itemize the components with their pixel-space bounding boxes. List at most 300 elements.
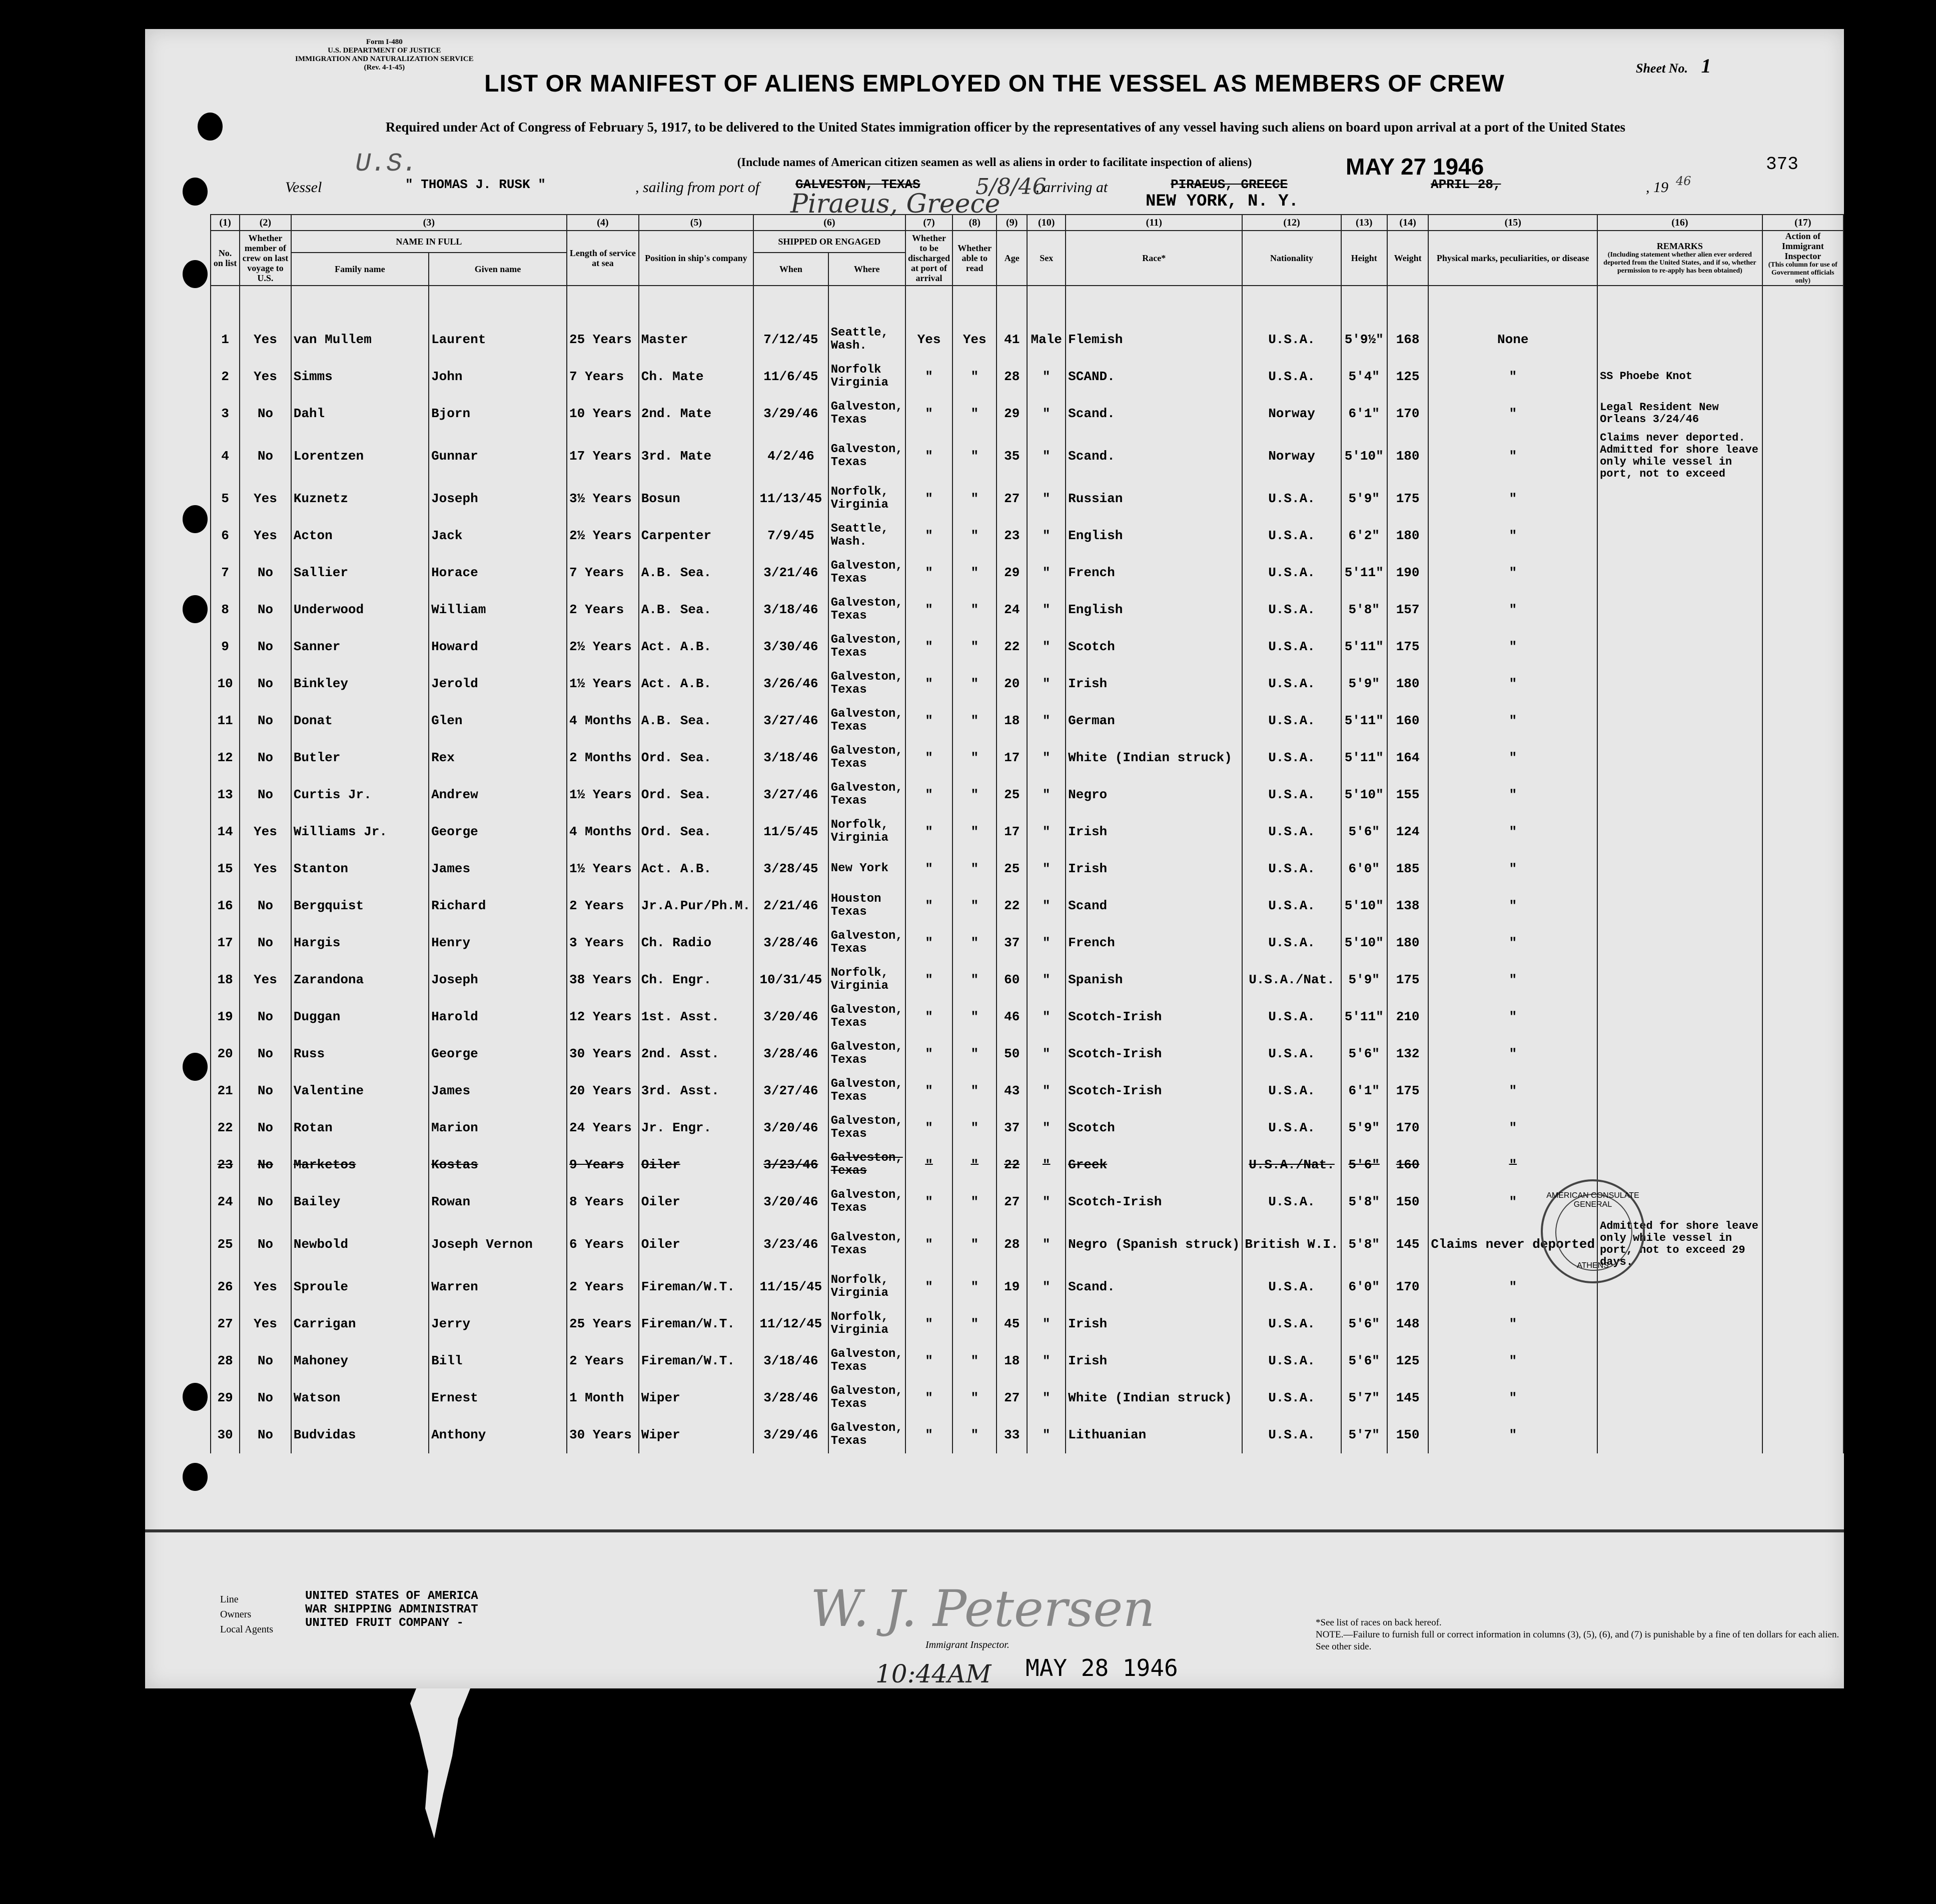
physical-marks: " bbox=[1428, 924, 1597, 961]
previous-voyage: No bbox=[240, 1072, 291, 1109]
previous-voyage: Yes bbox=[240, 1305, 291, 1342]
height: 5'10" bbox=[1341, 432, 1387, 480]
previous-voyage: Yes bbox=[240, 517, 291, 554]
discharged: " bbox=[905, 395, 953, 432]
inspector-action bbox=[1762, 628, 1843, 665]
physical-marks: " bbox=[1428, 665, 1597, 702]
nationality: British W.I. bbox=[1242, 1220, 1341, 1268]
race: French bbox=[1066, 924, 1242, 961]
shipped-when: 3/21/46 bbox=[753, 554, 828, 591]
height: 5'6" bbox=[1341, 813, 1387, 850]
header-physical-marks: Physical marks, peculiarities, or disease bbox=[1428, 231, 1597, 286]
discharged: " bbox=[905, 961, 953, 998]
service-length: 8 Years bbox=[567, 1183, 639, 1220]
shipped-where: Norfolk, Virginia bbox=[828, 961, 905, 998]
crew-no: 30 bbox=[211, 1416, 240, 1453]
shipped-where: New York bbox=[828, 850, 905, 887]
sailing-date-handwritten: 5/8/46 bbox=[976, 174, 1047, 200]
family-name: Zarandona bbox=[291, 961, 429, 998]
shipped-where: Houston Texas bbox=[828, 887, 905, 924]
nationality: U.S.A. bbox=[1242, 591, 1341, 628]
shipped-where: Galveston, Texas bbox=[828, 1416, 905, 1453]
service-length: 4 Months bbox=[567, 702, 639, 739]
remarks bbox=[1597, 517, 1762, 554]
nationality: Norway bbox=[1242, 395, 1341, 432]
nationality: U.S.A. bbox=[1242, 665, 1341, 702]
service-length: 1½ Years bbox=[567, 850, 639, 887]
nationality: U.S.A. bbox=[1242, 1109, 1341, 1146]
given-name: Rex bbox=[429, 739, 567, 776]
position: Act. A.B. bbox=[639, 665, 753, 702]
crew-no: 22 bbox=[211, 1109, 240, 1146]
discharged: " bbox=[905, 1109, 953, 1146]
weight: 160 bbox=[1387, 1146, 1429, 1183]
physical-marks: " bbox=[1428, 1342, 1597, 1379]
age: 50 bbox=[997, 1035, 1027, 1072]
nationality: U.S.A. bbox=[1242, 358, 1341, 395]
service-length: 25 Years bbox=[567, 321, 639, 358]
nationality: U.S.A. bbox=[1242, 813, 1341, 850]
family-name: Sanner bbox=[291, 628, 429, 665]
service-length: 24 Years bbox=[567, 1109, 639, 1146]
race: Lithuanian bbox=[1066, 1416, 1242, 1453]
form-number: Form I-480 bbox=[366, 38, 403, 46]
weight: 175 bbox=[1387, 961, 1429, 998]
page-title: LIST OR MANIFEST OF ALIENS EMPLOYED ON THE VESSEL AS MEMBERS OF CREW bbox=[484, 71, 1505, 97]
inspector-signature: W. J. Petersen bbox=[810, 1579, 1155, 1638]
race: White (Indian struck) bbox=[1066, 739, 1242, 776]
remarks bbox=[1597, 998, 1762, 1035]
service-length: 6 Years bbox=[567, 1220, 639, 1268]
manifest-sheet bbox=[145, 29, 1844, 1688]
age: 17 bbox=[997, 739, 1027, 776]
inspection-date-stamp: MAY 28 1946 bbox=[1026, 1654, 1178, 1681]
discharged: " bbox=[905, 1379, 953, 1416]
nationality: U.S.A. bbox=[1242, 1268, 1341, 1305]
remarks: Claims never deported. Admitted for shore leave only while vessel in port, not to exceed bbox=[1597, 432, 1762, 480]
able-to-read: " bbox=[952, 432, 997, 480]
weight: 148 bbox=[1387, 1305, 1429, 1342]
table-row bbox=[211, 1342, 1843, 1379]
crew-no: 13 bbox=[211, 776, 240, 813]
nationality: U.S.A. bbox=[1242, 776, 1341, 813]
position: 3rd. Asst. bbox=[639, 1072, 753, 1109]
punch-hole bbox=[198, 113, 223, 141]
service-length: 9 Years bbox=[567, 1146, 639, 1183]
physical-marks: " bbox=[1428, 395, 1597, 432]
agents-label: Local Agents bbox=[220, 1624, 274, 1635]
header-remarks-title: REMARKS bbox=[1656, 241, 1703, 251]
remarks bbox=[1597, 776, 1762, 813]
age: 37 bbox=[997, 924, 1027, 961]
family-name: Binkley bbox=[291, 665, 429, 702]
service-length: 30 Years bbox=[567, 1035, 639, 1072]
inspector-action bbox=[1762, 665, 1843, 702]
given-name: Warren bbox=[429, 1268, 567, 1305]
form-identifier bbox=[295, 38, 474, 72]
table-row bbox=[211, 1146, 1843, 1183]
position: Oiler bbox=[639, 1183, 753, 1220]
inspector-action bbox=[1762, 554, 1843, 591]
weight: 180 bbox=[1387, 924, 1429, 961]
inspector-action bbox=[1762, 321, 1843, 358]
height: 5'11" bbox=[1341, 628, 1387, 665]
shipped-where: Galveston, Texas bbox=[828, 1379, 905, 1416]
height: 5'9½" bbox=[1341, 321, 1387, 358]
inspector-action bbox=[1762, 1035, 1843, 1072]
given-name: William bbox=[429, 591, 567, 628]
inspector-action bbox=[1762, 1220, 1843, 1268]
physical-marks: " bbox=[1428, 739, 1597, 776]
crew-no: 4 bbox=[211, 432, 240, 480]
family-name: Budvidas bbox=[291, 1416, 429, 1453]
able-to-read: " bbox=[952, 961, 997, 998]
race: White (Indian struck) bbox=[1066, 1379, 1242, 1416]
sheet-no-value: 1 bbox=[1701, 55, 1711, 77]
sex: " bbox=[1027, 961, 1066, 998]
given-name: Bill bbox=[429, 1342, 567, 1379]
able-to-read: " bbox=[952, 924, 997, 961]
header-able-to-read: Whether able to read bbox=[952, 231, 997, 286]
remarks bbox=[1597, 739, 1762, 776]
previous-voyage: No bbox=[240, 554, 291, 591]
punch-hole bbox=[183, 505, 208, 533]
shipped-when: 10/31/45 bbox=[753, 961, 828, 998]
shipped-when: 3/27/46 bbox=[753, 702, 828, 739]
race: Scotch bbox=[1066, 1109, 1242, 1146]
shipped-when: 3/27/46 bbox=[753, 776, 828, 813]
table-row bbox=[211, 850, 1843, 887]
able-to-read: " bbox=[952, 517, 997, 554]
sex: " bbox=[1027, 1379, 1066, 1416]
header-numbers bbox=[211, 215, 1843, 231]
crew-no: 1 bbox=[211, 321, 240, 358]
weight: 180 bbox=[1387, 432, 1429, 480]
header-remarks bbox=[1597, 231, 1762, 286]
header-inspector-title: Action of Immigrant Inspector bbox=[1781, 231, 1824, 261]
punch-hole bbox=[183, 1053, 208, 1081]
nationality: U.S.A. bbox=[1242, 1416, 1341, 1453]
crew-no: 3 bbox=[211, 395, 240, 432]
sex: " bbox=[1027, 1109, 1066, 1146]
service-length: 3½ Years bbox=[567, 480, 639, 517]
seal-text-bottom: ATHENS bbox=[1577, 1261, 1609, 1270]
race: Irish bbox=[1066, 850, 1242, 887]
shipped-where: Galveston, Texas bbox=[828, 1342, 905, 1379]
age: 20 bbox=[997, 665, 1027, 702]
header-height: Height bbox=[1341, 231, 1387, 286]
height: 5'6" bbox=[1341, 1035, 1387, 1072]
page-number: 373 bbox=[1766, 154, 1798, 175]
service-length: 2 Years bbox=[567, 1268, 639, 1305]
header-num: (14) bbox=[1387, 215, 1429, 231]
header-inspector-action bbox=[1762, 231, 1843, 286]
previous-voyage: Yes bbox=[240, 321, 291, 358]
sex: " bbox=[1027, 628, 1066, 665]
able-to-read: " bbox=[952, 850, 997, 887]
age: 19 bbox=[997, 1268, 1027, 1305]
nationality: U.S.A. bbox=[1242, 1072, 1341, 1109]
table-row bbox=[211, 591, 1843, 628]
crew-no: 26 bbox=[211, 1268, 240, 1305]
family-name: Hargis bbox=[291, 924, 429, 961]
weight: 180 bbox=[1387, 665, 1429, 702]
table-row bbox=[211, 924, 1843, 961]
able-to-read: " bbox=[952, 1220, 997, 1268]
table-row bbox=[211, 395, 1843, 432]
given-name: George bbox=[429, 1035, 567, 1072]
physical-marks: " bbox=[1428, 591, 1597, 628]
discharged: " bbox=[905, 517, 953, 554]
race: English bbox=[1066, 591, 1242, 628]
inspector-action bbox=[1762, 924, 1843, 961]
position: Ch. Mate bbox=[639, 358, 753, 395]
family-name: van Mullem bbox=[291, 321, 429, 358]
given-name: Ernest bbox=[429, 1379, 567, 1416]
sex: " bbox=[1027, 924, 1066, 961]
shipped-where: Galveston, Texas bbox=[828, 1146, 905, 1183]
position: Carpenter bbox=[639, 517, 753, 554]
crew-no: 12 bbox=[211, 739, 240, 776]
family-name: Stanton bbox=[291, 850, 429, 887]
race: Greek bbox=[1066, 1146, 1242, 1183]
remarks bbox=[1597, 1146, 1762, 1183]
shipped-where: Galveston, Texas bbox=[828, 395, 905, 432]
table-row bbox=[211, 1109, 1843, 1146]
family-name: Dahl bbox=[291, 395, 429, 432]
physical-marks: " bbox=[1428, 1109, 1597, 1146]
given-name: Joseph bbox=[429, 480, 567, 517]
previous-voyage: No bbox=[240, 432, 291, 480]
arriving-port: NEW YORK, N. Y. bbox=[1146, 192, 1299, 211]
inspector-action bbox=[1762, 887, 1843, 924]
position: 2nd. Mate bbox=[639, 395, 753, 432]
remarks bbox=[1597, 628, 1762, 665]
age: 37 bbox=[997, 1109, 1027, 1146]
position: Act. A.B. bbox=[639, 628, 753, 665]
family-name: Bailey bbox=[291, 1183, 429, 1220]
inspector-action bbox=[1762, 813, 1843, 850]
sailing-label: , sailing from port of bbox=[635, 179, 760, 196]
header-previous-voyage: Whether member of crew on last voyage to U.S. bbox=[240, 231, 291, 286]
discharged: " bbox=[905, 1072, 953, 1109]
footer-divider bbox=[145, 1529, 1844, 1532]
weight: 175 bbox=[1387, 480, 1429, 517]
inspector-action bbox=[1762, 998, 1843, 1035]
height: 5'11" bbox=[1341, 702, 1387, 739]
able-to-read: " bbox=[952, 480, 997, 517]
physical-marks: " bbox=[1428, 1035, 1597, 1072]
able-to-read: " bbox=[952, 628, 997, 665]
race: Scotch-Irish bbox=[1066, 1072, 1242, 1109]
table-row bbox=[211, 358, 1843, 395]
shipped-where: Galveston, Texas bbox=[828, 1109, 905, 1146]
service-length: 7 Years bbox=[567, 554, 639, 591]
remarks bbox=[1597, 1035, 1762, 1072]
crew-no: 9 bbox=[211, 628, 240, 665]
weight: 180 bbox=[1387, 517, 1429, 554]
given-name: Harold bbox=[429, 998, 567, 1035]
height: 5'9" bbox=[1341, 1109, 1387, 1146]
shipped-where: Norfolk Virginia bbox=[828, 358, 905, 395]
family-name: Sproule bbox=[291, 1268, 429, 1305]
remarks bbox=[1597, 591, 1762, 628]
height: 6'2" bbox=[1341, 517, 1387, 554]
sex: " bbox=[1027, 432, 1066, 480]
table-row bbox=[211, 1072, 1843, 1109]
previous-voyage: Yes bbox=[240, 1268, 291, 1305]
position: Jr.A.Pur/Ph.M. bbox=[639, 887, 753, 924]
physical-marks: " bbox=[1428, 1268, 1597, 1305]
age: 43 bbox=[997, 1072, 1027, 1109]
footer-labels bbox=[220, 1592, 273, 1637]
service-length: 2 Years bbox=[567, 1342, 639, 1379]
shipped-when: 4/2/46 bbox=[753, 432, 828, 480]
race: Scand. bbox=[1066, 1268, 1242, 1305]
seal-text-top: AMERICAN CONSULATE GENERAL bbox=[1546, 1191, 1639, 1209]
previous-voyage: Yes bbox=[240, 813, 291, 850]
family-name: Kuznetz bbox=[291, 480, 429, 517]
height: 6'1" bbox=[1341, 395, 1387, 432]
given-name: Joseph Vernon bbox=[429, 1220, 567, 1268]
age: 24 bbox=[997, 591, 1027, 628]
punch-hole bbox=[183, 178, 208, 206]
physical-marks: " bbox=[1428, 554, 1597, 591]
crew-no: 15 bbox=[211, 850, 240, 887]
crew-no: 27 bbox=[211, 1305, 240, 1342]
able-to-read: " bbox=[952, 1072, 997, 1109]
height: 5'6" bbox=[1341, 1146, 1387, 1183]
family-name: Acton bbox=[291, 517, 429, 554]
punch-hole bbox=[183, 595, 208, 623]
inspector-action bbox=[1762, 961, 1843, 998]
shipped-when: 3/18/46 bbox=[753, 591, 828, 628]
given-name: Howard bbox=[429, 628, 567, 665]
age: 28 bbox=[997, 1220, 1027, 1268]
remarks bbox=[1597, 887, 1762, 924]
position: Fireman/W.T. bbox=[639, 1305, 753, 1342]
races-note: *See list of races on back hereof. bbox=[1316, 1617, 1442, 1628]
height: 5'10" bbox=[1341, 924, 1387, 961]
sex: " bbox=[1027, 1146, 1066, 1183]
family-name: Simms bbox=[291, 358, 429, 395]
header-num: (9) bbox=[997, 215, 1027, 231]
line-value: UNITED STATES OF AMERICA bbox=[305, 1589, 478, 1603]
physical-marks: " bbox=[1428, 432, 1597, 480]
header-race: Race* bbox=[1066, 231, 1242, 286]
height: 5'9" bbox=[1341, 480, 1387, 517]
vessel-name: " THOMAS J. RUSK " bbox=[405, 177, 546, 192]
able-to-read: " bbox=[952, 591, 997, 628]
header-name-in-full: NAME IN FULL bbox=[291, 231, 567, 253]
physical-marks: " bbox=[1428, 1379, 1597, 1416]
received-date-stamp: MAY 27 1946 bbox=[1346, 154, 1484, 180]
remarks bbox=[1597, 813, 1762, 850]
footer-note bbox=[1316, 1617, 1846, 1653]
position: Fireman/W.T. bbox=[639, 1342, 753, 1379]
header-num: (2) bbox=[240, 215, 291, 231]
position: 3rd. Mate bbox=[639, 432, 753, 480]
family-name: Mahoney bbox=[291, 1342, 429, 1379]
race: German bbox=[1066, 702, 1242, 739]
inspector-action bbox=[1762, 517, 1843, 554]
header-nationality: Nationality bbox=[1242, 231, 1341, 286]
age: 60 bbox=[997, 961, 1027, 998]
sex: " bbox=[1027, 702, 1066, 739]
remarks bbox=[1597, 850, 1762, 887]
shipped-when: 3/20/46 bbox=[753, 1183, 828, 1220]
able-to-read: " bbox=[952, 887, 997, 924]
able-to-read: " bbox=[952, 1342, 997, 1379]
previous-voyage: No bbox=[240, 1146, 291, 1183]
shipped-when: 3/23/46 bbox=[753, 1220, 828, 1268]
discharged: " bbox=[905, 480, 953, 517]
weight: 210 bbox=[1387, 998, 1429, 1035]
able-to-read: " bbox=[952, 1183, 997, 1220]
weight: 150 bbox=[1387, 1183, 1429, 1220]
height: 6'0" bbox=[1341, 1268, 1387, 1305]
service-length: 10 Years bbox=[567, 395, 639, 432]
given-name: Bjorn bbox=[429, 395, 567, 432]
race: Scotch-Irish bbox=[1066, 998, 1242, 1035]
discharged: " bbox=[905, 1305, 953, 1342]
able-to-read: " bbox=[952, 739, 997, 776]
crew-no: 25 bbox=[211, 1220, 240, 1268]
weight: 175 bbox=[1387, 628, 1429, 665]
family-name: Watson bbox=[291, 1379, 429, 1416]
shipped-when: 2/21/46 bbox=[753, 887, 828, 924]
race: English bbox=[1066, 517, 1242, 554]
nationality: U.S.A. bbox=[1242, 628, 1341, 665]
requirement-text: Required under Act of Congress of February 5, 1917, to be delivered to the United States immigration officer by the representatives of any vessel having such aliens on board upon arrival at a port of the United States bbox=[385, 120, 1626, 135]
able-to-read: " bbox=[952, 702, 997, 739]
shipped-when: 3/27/46 bbox=[753, 1072, 828, 1109]
sex: " bbox=[1027, 517, 1066, 554]
footer-values bbox=[305, 1589, 478, 1630]
physical-marks: " bbox=[1428, 850, 1597, 887]
previous-voyage: No bbox=[240, 1416, 291, 1453]
position: Ch. Engr. bbox=[639, 961, 753, 998]
race: Scand bbox=[1066, 887, 1242, 924]
sailing-from-handwritten: Piraeus, Greece bbox=[790, 189, 1001, 219]
given-name: Jerry bbox=[429, 1305, 567, 1342]
service-length: 2 Years bbox=[567, 887, 639, 924]
table-row bbox=[211, 998, 1843, 1035]
inspector-action bbox=[1762, 1379, 1843, 1416]
shipped-where: Galveston, Texas bbox=[828, 554, 905, 591]
position: Ord. Sea. bbox=[639, 776, 753, 813]
discharged: " bbox=[905, 554, 953, 591]
shipped-when: 3/30/46 bbox=[753, 628, 828, 665]
header-num: (12) bbox=[1242, 215, 1341, 231]
able-to-read: " bbox=[952, 1035, 997, 1072]
position: Fireman/W.T. bbox=[639, 1268, 753, 1305]
weight: 168 bbox=[1387, 321, 1429, 358]
weight: 170 bbox=[1387, 1109, 1429, 1146]
service-length: 1½ Years bbox=[567, 665, 639, 702]
penalty-note: NOTE.—Failure to furnish full or correct information in columns (3), (5), (6), and (7) is punishable by a fine of ten dollars for each alien. See other side. bbox=[1316, 1629, 1839, 1652]
sex: " bbox=[1027, 554, 1066, 591]
remarks bbox=[1597, 1072, 1762, 1109]
weight: 190 bbox=[1387, 554, 1429, 591]
weight: 124 bbox=[1387, 813, 1429, 850]
shipped-where: Galveston, Texas bbox=[828, 998, 905, 1035]
handwritten-flag: U.S. bbox=[355, 149, 418, 179]
weight: 145 bbox=[1387, 1220, 1429, 1268]
previous-voyage: No bbox=[240, 1342, 291, 1379]
service-length: 7 Years bbox=[567, 358, 639, 395]
vessel-label: Vessel bbox=[285, 179, 322, 196]
